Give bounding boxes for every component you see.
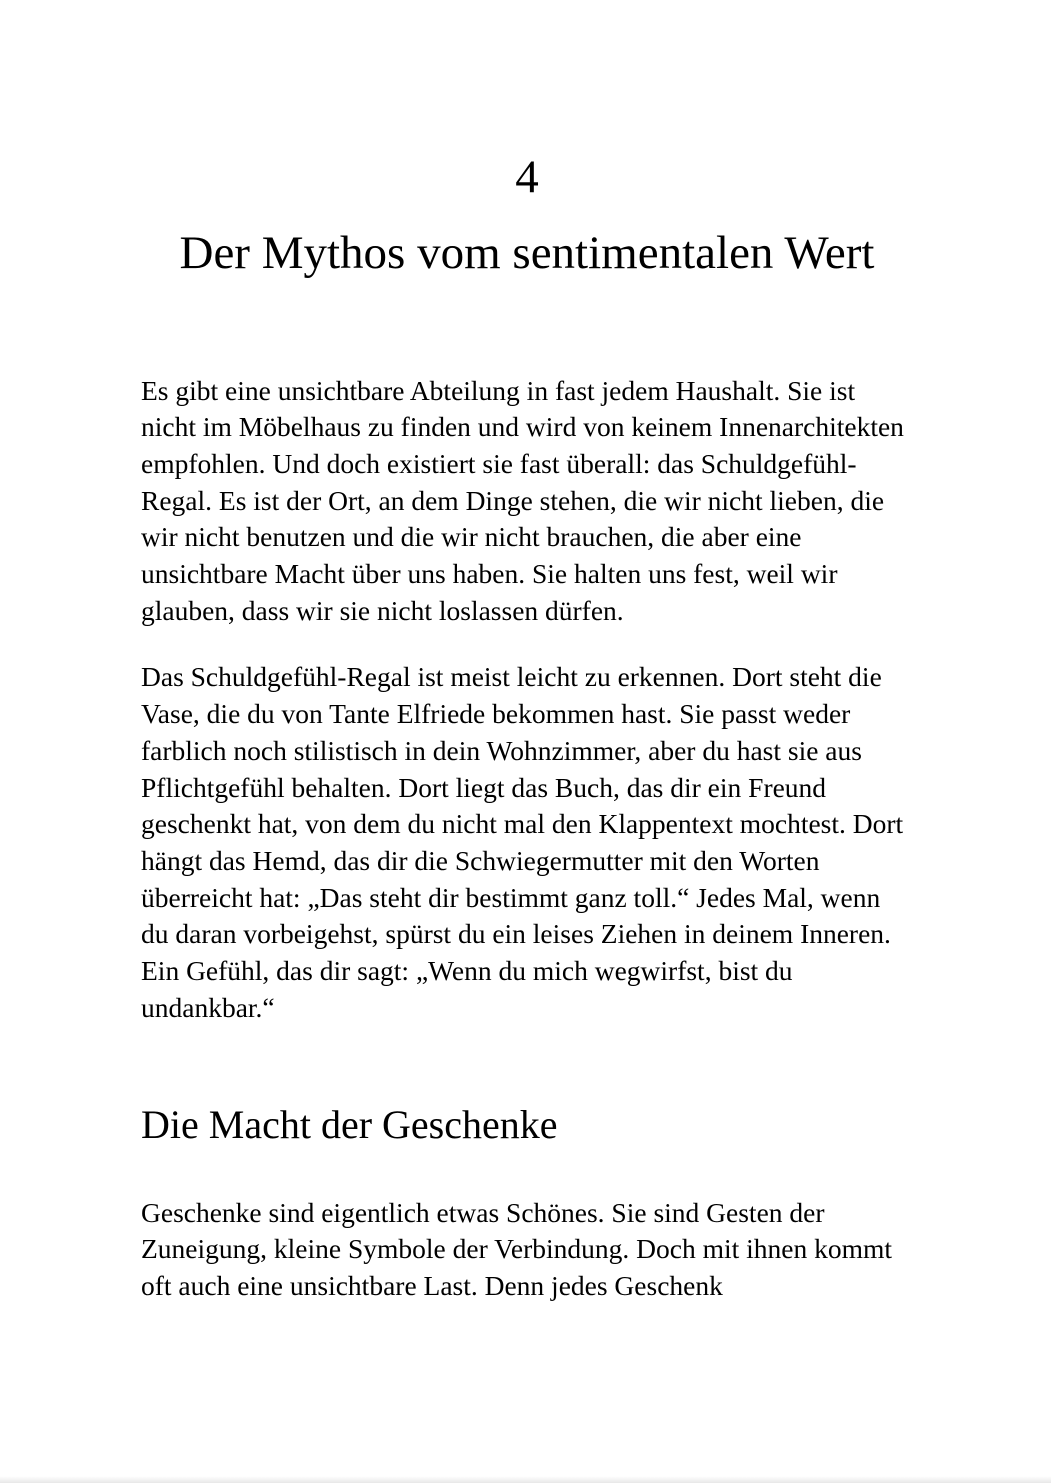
paragraph: Das Schuldgefühl-Regal ist meist leicht zu erkennen. Dort steht die Vase, die du von Tante Elfriede bekommen hast. Sie passt weder farblich noch stilistisch in dein Wohnzimmer, aber du hast sie aus Pflichtgefühl behalten. Dort liegt das Buch, das dir ein Freund geschenkt hat, von dem du nicht mal den Klappentext mochtest. Dort hängt das Hemd, das dir die Schwiegermutter mit den Worten überreicht hat: „Das steht dir bestimmt ganz toll.“ Jedes Mal, wenn du daran vorbeigehst, spürst du ein leises Ziehen in deinem Inneren. Ein Gefühl, das dir sagt: „Wenn du mich wegwirfst, bist du undankbar.“ bbox=[141, 661, 904, 1023]
page-bottom-edge bbox=[0, 1476, 1051, 1483]
body-text bbox=[141, 373, 913, 1305]
paragraph: Es gibt eine unsichtbare Abteilung in fast jedem Haushalt. Sie ist nicht im Möbelhaus zu finden und wird von keinem Innenarchitekten empfohlen. Und doch existiert sie fast überall: das Schuldgefühl-Regal. Es ist der Ort, an dem Dinge stehen, die wir nicht lieben, die wir nicht benutzen und die wir nicht brauchen, die aber eine unsichtbare Macht über uns haben. Sie halten uns fest, weil wir glauben, dass wir sie nicht loslassen dürfen. bbox=[141, 374, 904, 626]
chapter-title: Der Mythos vom sentimentalen Wert bbox=[179, 227, 875, 280]
paragraph: Geschenke sind eigentlich etwas Schönes. Sie sind Gesten der Zuneigung, kleine Symbole der Verbindung. Doch mit ihnen kommt oft auch eine unsichtbare Last. Denn jedes Geschenk bbox=[141, 1196, 893, 1301]
chapter-number: 4 bbox=[515, 151, 539, 203]
section-heading: Die Macht der Geschenke bbox=[141, 1101, 558, 1147]
